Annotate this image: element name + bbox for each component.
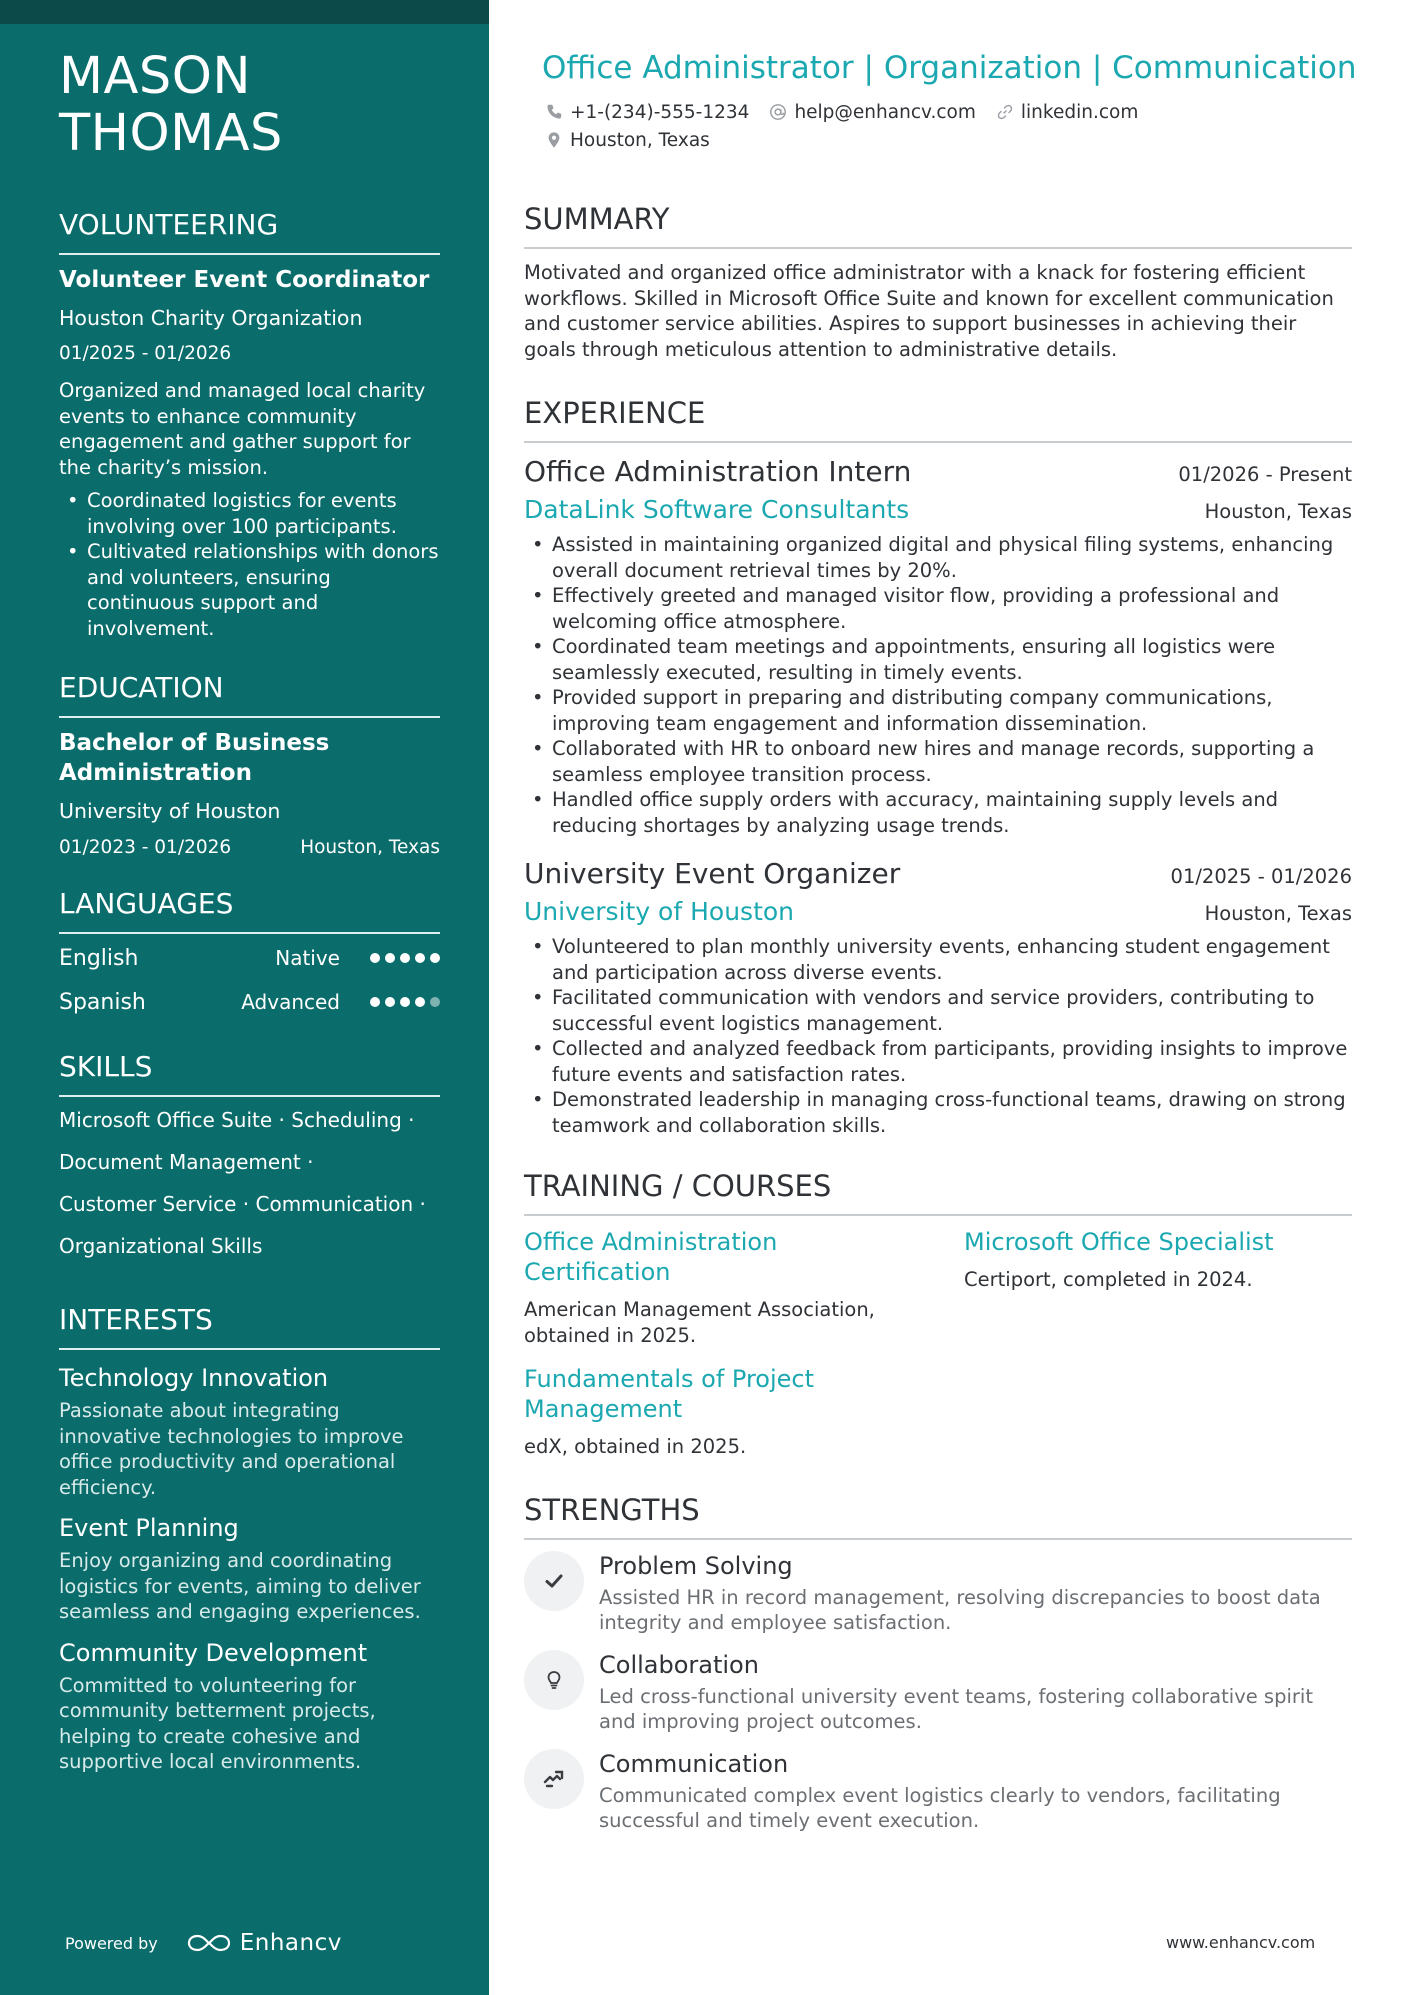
strengths-section bbox=[524, 1492, 1352, 1834]
education-meta bbox=[59, 835, 440, 861]
skills-line: Microsoft Office Suite · Scheduling · bbox=[59, 1108, 415, 1132]
language-row bbox=[59, 936, 440, 980]
interest-title: Community Development bbox=[59, 1638, 368, 1667]
footer-url[interactable]: www.enhancv.com bbox=[1166, 1933, 1316, 1952]
language-level: Advanced bbox=[241, 990, 340, 1014]
location-text: Houston, Texas bbox=[570, 129, 710, 151]
strength-text: Led cross-functional university event teams, fostering collaborative spirit and improving project outcomes. bbox=[599, 1684, 1313, 1733]
list-item: • Demonstrated leadership in managing cross-functional teams, drawing on strong teamwork and collaboration skills. bbox=[552, 1087, 1352, 1138]
interest-item bbox=[59, 1512, 440, 1625]
experience-role: University Event Organizer bbox=[524, 857, 901, 890]
training-heading: TRAINING / COURSES bbox=[524, 1168, 1352, 1216]
linkedin-text: linkedin.com bbox=[1020, 101, 1139, 123]
at-icon bbox=[769, 103, 787, 121]
contact-row bbox=[545, 98, 1352, 126]
volunteer-bullets bbox=[59, 488, 440, 641]
list-item: • Facilitated communication with vendors and service providers, contributing to successful event logistics management. bbox=[552, 985, 1352, 1036]
sidebar-top-band bbox=[0, 0, 489, 24]
list-item: • Handled office supply orders with accuracy, maintaining supply levels and reducing shortages by analyzing usage trends. bbox=[552, 787, 1352, 838]
skills-heading: SKILLS bbox=[59, 1050, 440, 1097]
contact-info bbox=[524, 98, 1352, 154]
experience-location: Houston, Texas bbox=[1204, 500, 1352, 523]
experience-dates: 01/2026 - Present bbox=[1178, 463, 1352, 486]
experience-bullets bbox=[524, 934, 1352, 1138]
proficiency-dot bbox=[385, 953, 395, 963]
experience-bullets bbox=[524, 532, 1352, 838]
list-item: • Coordinated logistics for events involving over 100 participants. bbox=[87, 488, 440, 539]
experience-dates: 01/2025 - 01/2026 bbox=[1170, 865, 1352, 888]
phone-icon bbox=[545, 103, 563, 121]
check-icon bbox=[524, 1551, 584, 1611]
contact-phone[interactable] bbox=[545, 102, 749, 123]
experience-org: DataLink Software Consultants bbox=[524, 495, 910, 524]
contact-row bbox=[545, 126, 1352, 154]
strength-item bbox=[524, 1551, 1352, 1636]
infinity-logo-icon bbox=[186, 1931, 232, 1955]
email-text: help@enhancv.com bbox=[794, 101, 976, 123]
location-pin-icon bbox=[545, 131, 563, 149]
powered-by-footer bbox=[65, 1930, 342, 1956]
headline: Office Administrator | Organization | Communication bbox=[542, 50, 1357, 86]
courses-grid bbox=[524, 1227, 1352, 1476]
training-section bbox=[524, 1168, 1352, 1476]
interests-section bbox=[59, 1303, 440, 1775]
skills-line: Document Management · bbox=[59, 1150, 314, 1174]
volunteer-description: Organized and managed local charity events to enhance community engagement and gather support for the charity’s mission. bbox=[59, 379, 426, 479]
education-dates: 01/2023 - 01/2026 bbox=[59, 837, 232, 858]
volunteering-heading: VOLUNTEERING bbox=[59, 208, 440, 255]
course-title: Fundamentals of Project Management bbox=[524, 1365, 815, 1423]
volunteer-org: Houston Charity Organization bbox=[59, 306, 363, 330]
strength-item bbox=[524, 1650, 1352, 1735]
experience-location: Houston, Texas bbox=[1204, 902, 1352, 925]
candidate-name bbox=[59, 48, 440, 162]
interest-item bbox=[59, 1637, 440, 1775]
experience-header bbox=[524, 856, 1352, 892]
list-item: • Provided support in preparing and distributing company communications, improving team engagement and information dissemination. bbox=[552, 685, 1352, 736]
volunteering-section bbox=[59, 208, 440, 641]
education-section bbox=[59, 671, 440, 861]
list-item: • Volunteered to plan monthly university events, enhancing student engagement and participation across diverse events. bbox=[552, 934, 1352, 985]
experience-header bbox=[524, 454, 1352, 490]
interest-title: Technology Innovation bbox=[59, 1364, 329, 1392]
main-content bbox=[524, 48, 1357, 1834]
proficiency-dot bbox=[370, 953, 380, 963]
skills-line: Organizational Skills bbox=[59, 1234, 263, 1258]
volunteer-dates: 01/2025 - 01/2026 bbox=[59, 343, 232, 364]
education-location: Houston, Texas bbox=[300, 837, 440, 858]
enhancv-logo[interactable] bbox=[186, 1930, 342, 1956]
experience-org: University of Houston bbox=[524, 897, 795, 926]
language-level: Native bbox=[275, 946, 340, 970]
strength-text: Assisted HR in record management, resolving discrepancies to boost data integrity and employee satisfaction. bbox=[599, 1585, 1321, 1634]
summary-heading: SUMMARY bbox=[524, 201, 1352, 249]
proficiency-dot bbox=[400, 997, 410, 1007]
experience-org-row bbox=[524, 494, 1352, 526]
languages-section bbox=[59, 887, 440, 1024]
education-school: University of Houston bbox=[59, 799, 281, 823]
experience-section bbox=[524, 395, 1352, 1138]
contact-linkedin[interactable] bbox=[996, 102, 1138, 123]
strength-title: Communication bbox=[599, 1749, 789, 1778]
course-text: American Management Association, obtained in 2025. bbox=[524, 1298, 875, 1347]
name-last: THOMAS bbox=[59, 104, 283, 163]
phone-text: +1-(234)-555-1234 bbox=[570, 101, 750, 123]
proficiency-dot bbox=[400, 953, 410, 963]
summary-text: Motivated and organized office administrator with a knack for fostering efficient workflows. Skilled in Microsoft Office Suite and known for excellent communication and customer service abilities. Aspires to support businesses in achieving their goals through meticulous attention to administrative details. bbox=[524, 261, 1334, 361]
interests-heading: INTERESTS bbox=[59, 1303, 440, 1350]
list-item: • Collected and analyzed feedback from participants, providing insights to improve future events and satisfaction rates. bbox=[552, 1036, 1352, 1087]
interest-title: Event Planning bbox=[59, 1514, 239, 1542]
strength-text: Communicated complex event logistics clearly to vendors, facilitating successful and timely event execution. bbox=[599, 1783, 1281, 1832]
link-icon bbox=[996, 103, 1014, 121]
lightbulb-icon bbox=[524, 1650, 584, 1710]
course-title: Microsoft Office Specialist bbox=[964, 1228, 1274, 1256]
language-name: English bbox=[59, 945, 139, 971]
contact-location bbox=[545, 130, 710, 151]
interest-text: Committed to volunteering for community betterment projects, helping to create cohesive and supportive local environments. bbox=[59, 1673, 376, 1773]
summary-section bbox=[524, 201, 1352, 362]
experience-entry bbox=[524, 856, 1352, 1138]
course-text: edX, obtained in 2025. bbox=[524, 1435, 747, 1458]
experience-role: Office Administration Intern bbox=[524, 455, 912, 488]
strength-title: Problem Solving bbox=[599, 1551, 793, 1580]
course-item bbox=[524, 1227, 912, 1348]
skills-line: Customer Service · Communication · bbox=[59, 1192, 426, 1216]
list-item: • Assisted in maintaining organized digital and physical filing systems, enhancing overall document retrieval times by 20%. bbox=[552, 532, 1352, 583]
skills-section bbox=[59, 1050, 440, 1267]
proficiency-dot bbox=[430, 997, 440, 1007]
interest-text: Passionate about integrating innovative technologies to improve office productivity and operational efficiency. bbox=[59, 1399, 404, 1499]
course-item bbox=[524, 1364, 912, 1460]
name-first: MASON bbox=[59, 47, 252, 106]
handshake-icon bbox=[524, 1749, 584, 1809]
list-item: • Cultivated relationships with donors and volunteers, ensuring continuous support and involvement. bbox=[87, 539, 440, 641]
experience-heading: EXPERIENCE bbox=[524, 395, 1352, 443]
language-name: Spanish bbox=[59, 989, 146, 1015]
course-item bbox=[964, 1227, 1352, 1293]
proficiency-dot bbox=[415, 953, 425, 963]
interest-text: Enjoy organizing and coordinating logistics for events, aiming to deliver seamless and engaging experiences. bbox=[59, 1549, 421, 1623]
powered-by-label: Powered by bbox=[65, 1933, 158, 1953]
language-proficiency-dots bbox=[370, 953, 440, 963]
logo-text: Enhancv bbox=[239, 1930, 342, 1956]
strength-item bbox=[524, 1749, 1352, 1834]
proficiency-dot bbox=[415, 997, 425, 1007]
list-item: • Collaborated with HR to onboard new hires and manage records, supporting a seamless employee transition process. bbox=[552, 736, 1352, 787]
course-title: Office Administration Certification bbox=[524, 1228, 778, 1286]
courses-column-right bbox=[964, 1227, 1352, 1476]
language-row bbox=[59, 980, 440, 1024]
sidebar bbox=[0, 0, 489, 1995]
list-item: • Coordinated team meetings and appointments, ensuring all logistics were seamlessly executed, resulting in timely events. bbox=[552, 634, 1352, 685]
education-heading: EDUCATION bbox=[59, 671, 440, 718]
proficiency-dot bbox=[385, 997, 395, 1007]
experience-entry bbox=[524, 454, 1352, 838]
proficiency-dot bbox=[370, 997, 380, 1007]
languages-heading: LANGUAGES bbox=[59, 887, 440, 934]
proficiency-dot bbox=[430, 953, 440, 963]
volunteer-role: Volunteer Event Coordinator bbox=[59, 267, 430, 293]
course-text: Certiport, completed in 2024. bbox=[964, 1268, 1253, 1291]
strength-title: Collaboration bbox=[599, 1650, 759, 1679]
experience-org-row bbox=[524, 896, 1352, 928]
interest-item bbox=[59, 1362, 440, 1500]
contact-email[interactable] bbox=[769, 102, 975, 123]
list-item: • Effectively greeted and managed visitor flow, providing a professional and welcoming office atmosphere. bbox=[552, 583, 1352, 634]
courses-column-left bbox=[524, 1227, 912, 1476]
language-proficiency-dots bbox=[370, 997, 440, 1007]
education-degree: Bachelor of Business Administration bbox=[59, 730, 330, 786]
strengths-heading: STRENGTHS bbox=[524, 1492, 1352, 1540]
